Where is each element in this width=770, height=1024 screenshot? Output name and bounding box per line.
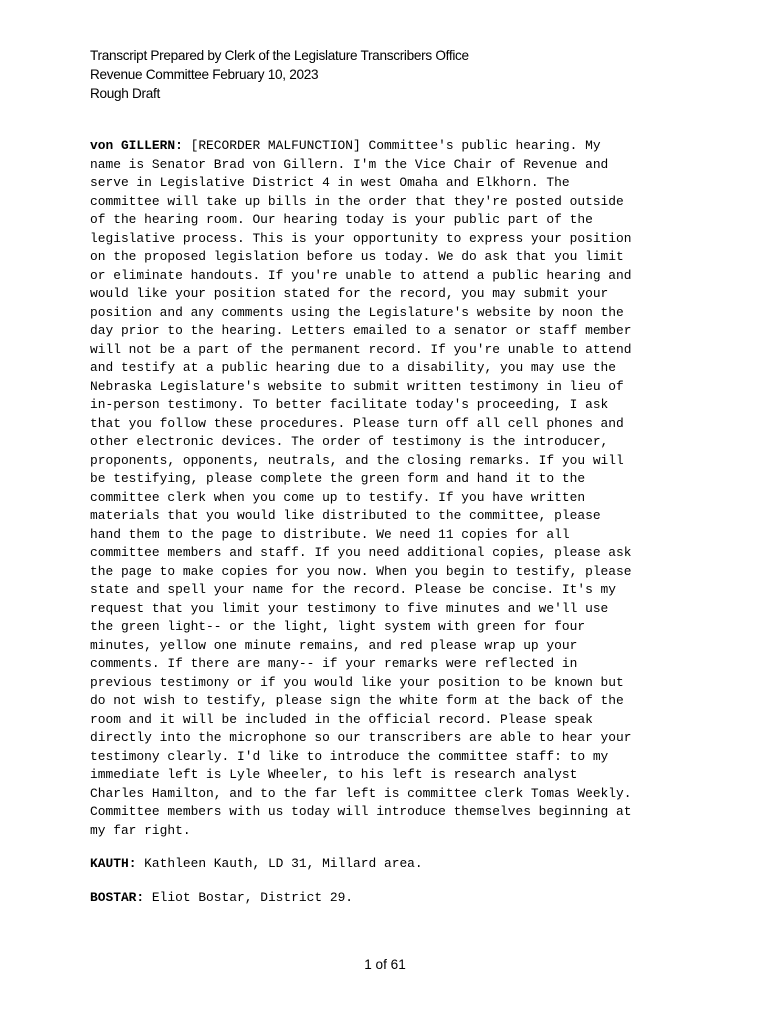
transcript-line: directly into the microphone so our transcribers are able to hear your xyxy=(90,730,632,745)
transcript-line: do not wish to testify, please sign the white form at the back of the xyxy=(90,693,624,708)
transcript-line: will not be a part of the permanent record. If you're unable to attend xyxy=(90,341,632,357)
transcript-line: previous testimony or if you would like your position to be known but xyxy=(90,674,624,690)
transcript-line: and testify at a public hearing due to a disability, you may use the xyxy=(90,360,617,375)
transcript-line: the green light-- or the light, light system with green for four xyxy=(90,619,586,634)
transcript-line: committee will take up bills in the order that they're posted outside xyxy=(90,193,624,209)
transcript-text: Eliot Bostar, District 29. xyxy=(144,889,354,905)
transcript-line: position and any comments using the Legislature's website by noon the xyxy=(90,304,624,320)
transcript-body xyxy=(90,137,690,922)
transcript-line: serve in Legislative District 4 in west Omaha and Elkhorn. The xyxy=(90,175,570,190)
transcript-line: BOSTAR: Eliot Bostar, District 29. xyxy=(90,889,354,905)
transcript-header xyxy=(90,46,469,103)
transcript-line: minutes, yellow one minute remains, and red please wrap up your xyxy=(90,637,578,653)
header-line-draft-status: Rough Draft xyxy=(90,86,160,101)
speaker-name: von GILLERN xyxy=(90,138,176,153)
transcript-text: Kathleen Kauth, LD 31, Millard area. xyxy=(136,856,423,871)
transcript-line: von GILLERN: [RECORDER MALFUNCTION] Committee's public hearing. My xyxy=(90,138,601,153)
transcript-line: the page to make copies for you now. When you begin to testify, please xyxy=(90,563,632,579)
transcript-line: comments. If there are many-- if your remarks were reflected in xyxy=(90,656,578,671)
transcript-line: committee members and staff. If you need additional copies, please ask xyxy=(90,545,632,560)
transcript-line: state and spell your name for the record. Please be concise. It's my xyxy=(90,582,617,597)
transcript-line: room and it will be included in the official record. Please speak xyxy=(90,711,593,727)
transcript-line: Committee members with us today will introduce themselves beginning at xyxy=(90,804,632,819)
transcript-line: be testifying, please complete the green form and hand it to the xyxy=(90,471,586,486)
speaker-name: BOSTAR xyxy=(90,889,137,905)
header-line-office: Transcript Prepared by Clerk of the Legislature Transcribers Office xyxy=(90,48,469,63)
speaker-paragraph xyxy=(90,137,690,840)
transcript-line: in-person testimony. To better facilitate today's proceeding, I ask xyxy=(90,397,609,412)
transcript-line: committee clerk when you come up to testify. If you have written xyxy=(90,489,586,505)
page-number: 1 of 61 xyxy=(364,957,406,972)
transcript-line: on the proposed legislation before us today. We do ask that you limit xyxy=(90,249,624,264)
transcript-line: hand them to the page to distribute. We need 11 copies for all xyxy=(90,526,570,542)
transcript-line: immediate left is Lyle Wheeler, to his left is research analyst xyxy=(90,767,578,782)
speaker-paragraph xyxy=(90,855,690,874)
transcript-line: Nebraska Legislature's website to submit written testimony in lieu of xyxy=(90,378,624,394)
transcript-line: other electronic devices. The order of testimony is the introducer, xyxy=(90,434,609,449)
transcript-line: of the hearing room. Our hearing today is your public part of the xyxy=(90,212,593,227)
transcript-line: day prior to the hearing. Letters emailed to a senator or staff member xyxy=(90,323,632,338)
transcript-line: my far right. xyxy=(90,822,191,838)
transcript-text: [RECORDER MALFUNCTION] Committee's public hearing. My xyxy=(182,138,601,153)
transcript-line: request that you limit your testimony to five minutes and we'll use xyxy=(90,600,609,616)
transcript-line: Charles Hamilton, and to the far left is committee clerk Tomas Weekly. xyxy=(90,785,632,801)
transcript-line: name is Senator Brad von Gillern. I'm the Vice Chair of Revenue and xyxy=(90,156,609,172)
speaker-paragraph xyxy=(90,889,690,908)
transcript-line: or eliminate handouts. If you're unable to attend a public hearing and xyxy=(90,267,632,283)
header-line-committee-date: Revenue Committee February 10, 2023 xyxy=(90,67,319,82)
transcript-line: proponents, opponents, neutrals, and the closing remarks. If you will xyxy=(90,452,624,468)
transcript-line: materials that you would like distributed to the committee, please xyxy=(90,508,601,523)
speaker-name: KAUTH xyxy=(90,856,129,871)
transcript-line: would like your position stated for the record, you may submit your xyxy=(90,286,609,301)
transcript-line: KAUTH: Kathleen Kauth, LD 31, Millard area. xyxy=(90,856,423,871)
transcript-line: testimony clearly. I'd like to introduce the committee staff: to my xyxy=(90,748,609,764)
transcript-line: that you follow these procedures. Please turn off all cell phones and xyxy=(90,415,624,431)
transcript-line: legislative process. This is your opportunity to express your position xyxy=(90,230,632,246)
